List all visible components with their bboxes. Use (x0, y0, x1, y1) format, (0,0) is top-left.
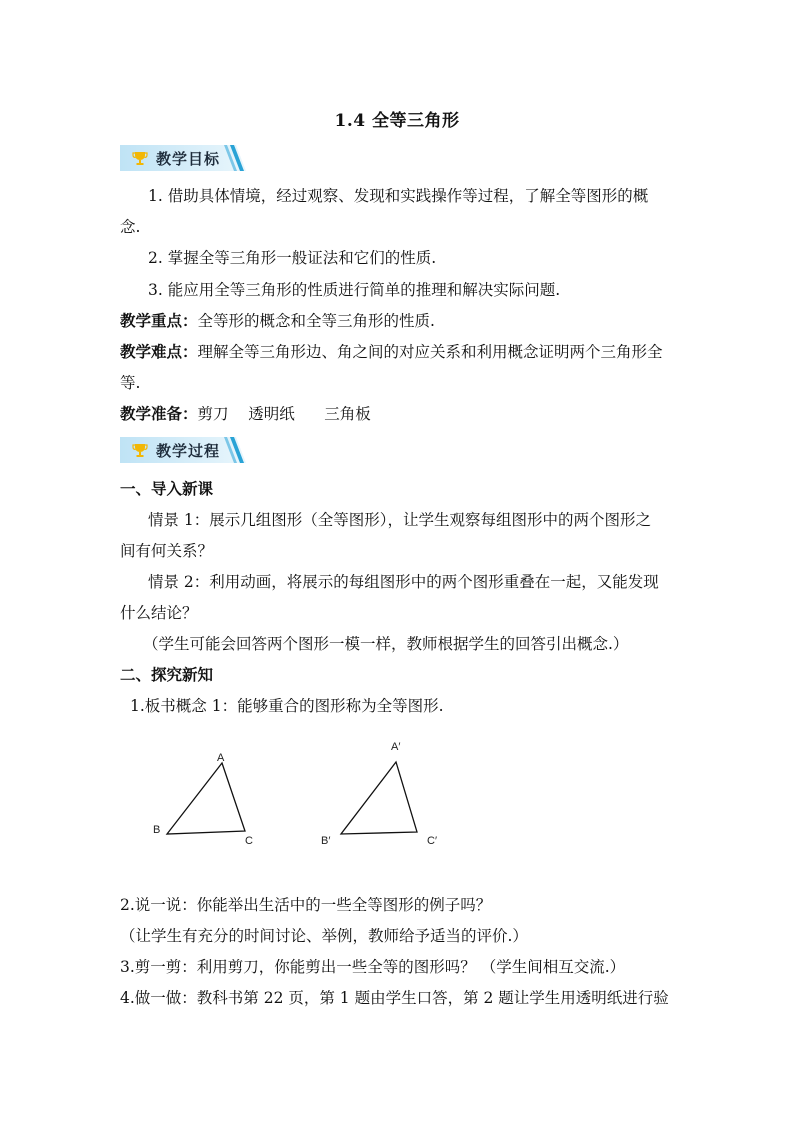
label-c: C (245, 835, 253, 847)
difficulty (120, 342, 663, 362)
label-b-prime: B′ (321, 835, 331, 847)
part2-item4-line1: 4.做一做：教科书第 22 页，第 1 题由学生口答，第 2 题让学生用透明纸进行验 (120, 989, 669, 1007)
section-banner-objectives (120, 145, 246, 171)
key-point-label: 教学重点： (120, 312, 198, 330)
section-banner-label: 教学目标 (156, 150, 221, 168)
part2-heading: 二、探究新知 (120, 666, 214, 684)
scene2-line2: 什么结论？ (120, 604, 198, 622)
difficulty-text-line1: 理解全等三角形边、角之间的对应关系和利用概念证明两个三角形全 (197, 343, 663, 361)
scene1-line1: 情景 1：展示几组图形（全等图形），让学生观察每组图形中的两个图形之 (148, 511, 652, 529)
trophy-icon (132, 150, 148, 166)
part2-item3: 3.剪一剪：利用剪刀，你能剪出一些全等的图形吗？ （学生间相互交流.） (120, 958, 626, 976)
part2-item1: 1.板书概念 1：能够重合的图形称为全等图形. (130, 697, 444, 715)
objective-1-line2: 念. (120, 218, 141, 236)
difficulty-label: 教学难点： (120, 343, 198, 361)
scene1-line2: 间有何关系？ (120, 542, 214, 560)
part1-note: （学生可能会回答两个图形一模一样，教师根据学生的回答引出概念.） (143, 635, 629, 653)
difficulty-text-line2: 等. (120, 374, 141, 392)
triangle-abc (167, 763, 245, 834)
part1-heading: 一、导入新课 (120, 480, 214, 498)
label-b: B (153, 824, 161, 836)
objective-3: 3. 能应用全等三角形的性质进行简单的推理和解决实际问题. (148, 281, 561, 299)
key-point (120, 311, 435, 331)
label-a: A (217, 752, 225, 764)
part2-item2: 2.说一说：你能举出生活中的一些全等图形的例子吗？ (120, 896, 492, 914)
label-a-prime: A′ (391, 741, 401, 753)
page-title: 1.4 全等三角形 (334, 111, 460, 131)
congruent-triangles-figure (140, 728, 460, 858)
preparation-label: 教学准备： (120, 405, 198, 423)
preparation (120, 404, 371, 424)
section-banner-label: 教学过程 (156, 442, 221, 460)
preparation-text: 剪刀 透明纸 三角板 (197, 405, 371, 423)
objective-2: 2. 掌握全等三角形一般证法和它们的性质. (148, 249, 437, 267)
triangle-a2b2c2 (341, 762, 417, 834)
label-c-prime: C′ (427, 835, 438, 847)
part2-item2-note: （让学生有充分的时间讨论、举例，教师给予适当的评价.） (120, 927, 528, 945)
trophy-icon (132, 442, 148, 458)
section-banner-process (120, 437, 246, 463)
scene2-line1: 情景 2：利用动画，将展示的每组图形中的两个图形重叠在一起，又能发现 (148, 573, 659, 591)
objective-1-line1: 1. 借助具体情境，经过观察、发现和实践操作等过程，了解全等图形的概 (148, 187, 649, 205)
key-point-text: 全等形的概念和全等三角形的性质. (197, 312, 435, 330)
